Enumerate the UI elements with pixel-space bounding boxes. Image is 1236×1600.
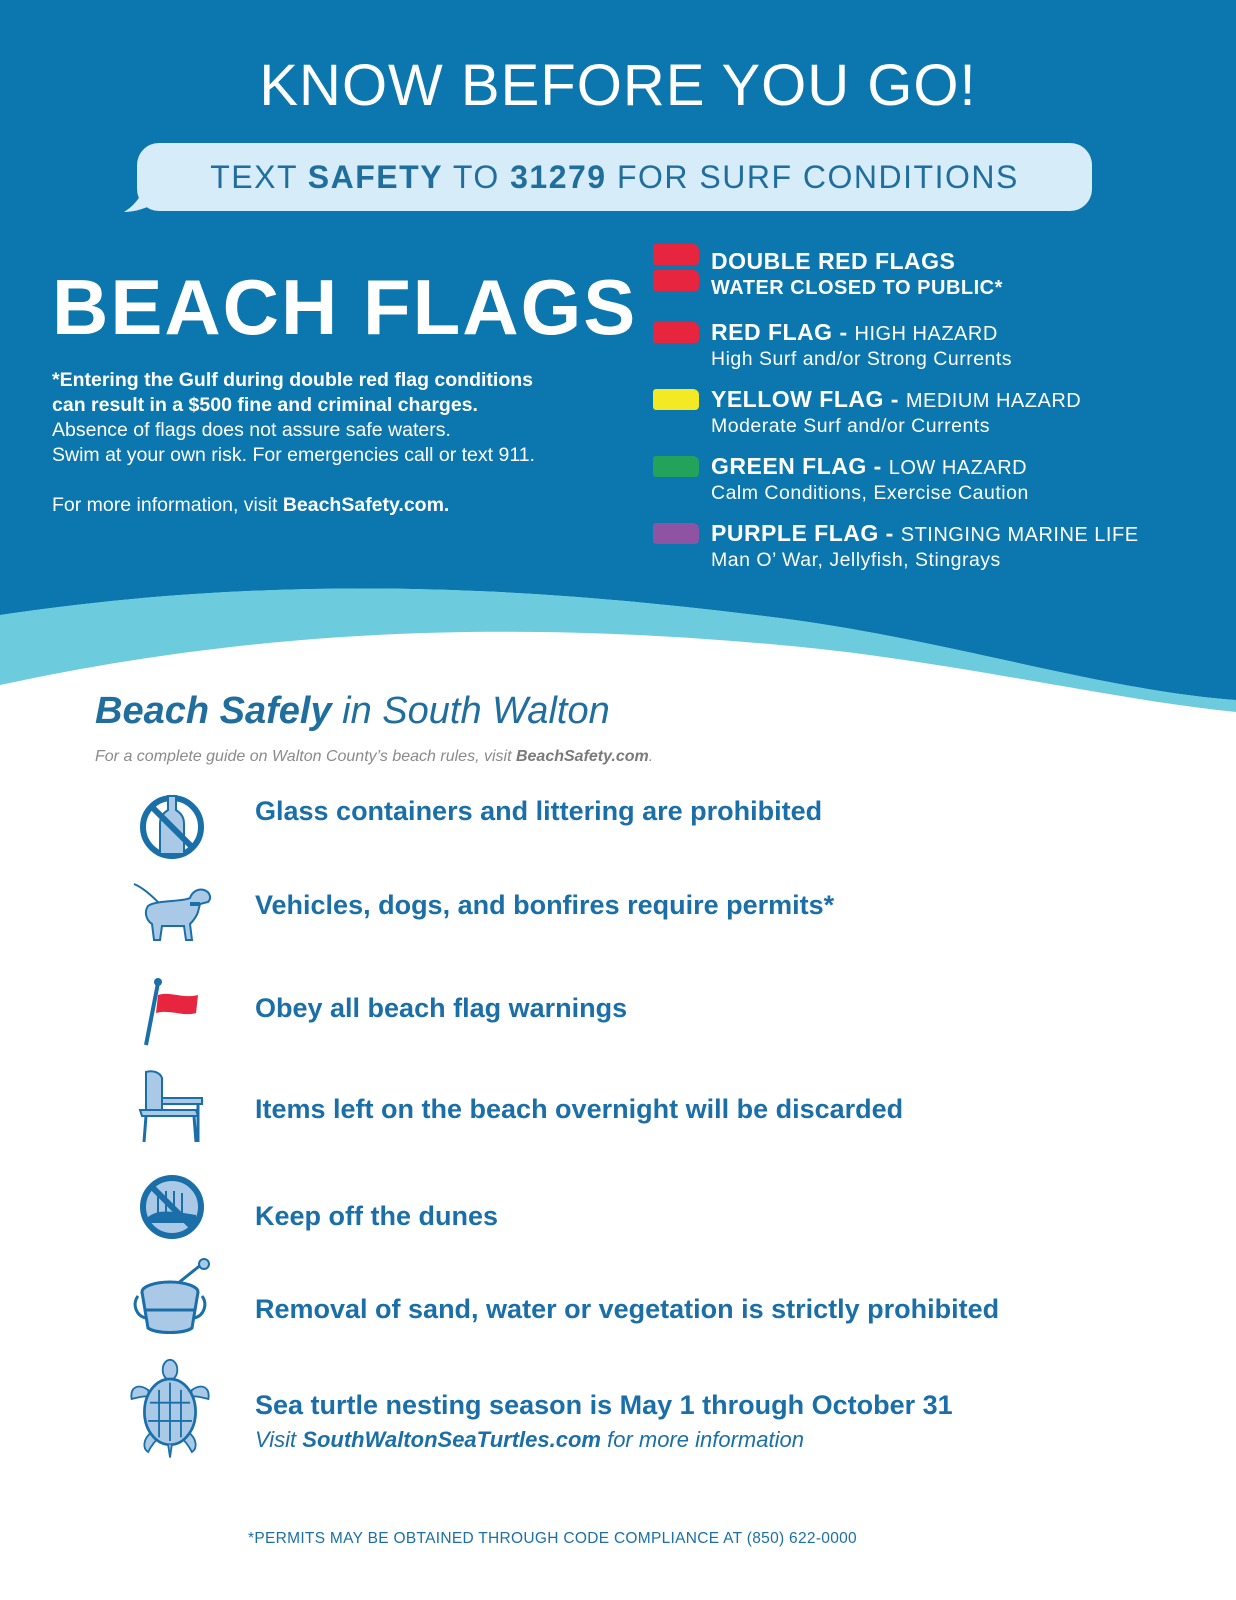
beach-safety-link[interactable]: BeachSafety.com. bbox=[282, 494, 450, 516]
page-headline: KNOW BEFORE YOU GO! bbox=[259, 53, 977, 118]
note-line-4: Swim at your own risk. For emergencies call or text 911. bbox=[52, 444, 535, 466]
rule-item bbox=[0, 1352, 1236, 1472]
beach-safety-link[interactable]: BeachSafety.com bbox=[515, 748, 649, 765]
flag-description: High Surf and/or Strong Currents bbox=[711, 348, 1013, 370]
rule-text: Removal of sand, water or vegetation is strictly prohibited bbox=[255, 1294, 1000, 1324]
banner-keyword: SAFETY bbox=[307, 159, 444, 195]
flag-name: GREEN FLAG - LOW HAZARD bbox=[711, 453, 1028, 479]
beach-chair-icon bbox=[132, 1068, 216, 1144]
more-info bbox=[52, 494, 449, 517]
text-safety-banner bbox=[137, 143, 1092, 211]
sand-bucket-icon bbox=[132, 1258, 216, 1338]
rule-text: Keep off the dunes bbox=[255, 1201, 499, 1231]
flag-description: WATER CLOSED TO PUBLIC* bbox=[711, 277, 1003, 299]
safety-title: Beach Safely in South Walton bbox=[95, 690, 610, 732]
red-flag-icon bbox=[653, 322, 699, 343]
red-flag-icon bbox=[653, 270, 699, 291]
rule-item bbox=[0, 1068, 1236, 1148]
flag-row-yellow bbox=[653, 386, 1213, 453]
flag-name: RED FLAG - HIGH HAZARD bbox=[711, 319, 998, 345]
flag-name: PURPLE FLAG - STINGING MARINE LIFE bbox=[711, 520, 1139, 546]
note-line-1: *Entering the Gulf during double red flag conditions bbox=[52, 369, 533, 391]
rule-text: Glass containers and littering are prohibited bbox=[255, 796, 823, 826]
rule-item bbox=[0, 878, 1236, 958]
permits-footnote: *PERMITS MAY BE OBTAINED THROUGH CODE COMPLIANCE AT (850) 622-0000 bbox=[248, 1530, 857, 1547]
flag-row-purple bbox=[653, 520, 1213, 587]
flag-row-double-red bbox=[653, 248, 1213, 315]
flag-description: Man O’ War, Jellyfish, Stingrays bbox=[711, 549, 1001, 571]
rule-text: Items left on the beach overnight will be discarded bbox=[255, 1094, 904, 1124]
rule-text: Obey all beach flag warnings bbox=[255, 993, 628, 1023]
red-flag-icon bbox=[653, 244, 699, 265]
rule-item bbox=[0, 790, 1236, 870]
flag-row-red bbox=[653, 319, 1213, 386]
no-dunes-icon bbox=[132, 1173, 216, 1243]
rule-item bbox=[0, 975, 1236, 1055]
rule-text: Sea turtle nesting season is May 1 through October 31 bbox=[255, 1390, 953, 1420]
green-flag-icon bbox=[653, 456, 699, 477]
flag-row-green bbox=[653, 453, 1213, 520]
note-line-3: Absence of flags does not assure safe waters. bbox=[52, 419, 451, 441]
flag-name: YELLOW FLAG - MEDIUM HAZARD bbox=[711, 386, 1082, 412]
yellow-flag-icon bbox=[653, 389, 699, 410]
flag-description: Moderate Surf and/or Currents bbox=[711, 415, 990, 437]
rule-item bbox=[0, 1173, 1236, 1253]
note-line-2: can result in a $500 fine and criminal charges. bbox=[52, 394, 478, 416]
banner-number: 31279 bbox=[510, 159, 607, 195]
beach-flags-note bbox=[52, 368, 652, 468]
flag-name: DOUBLE RED FLAGS bbox=[711, 248, 956, 274]
rule-subtext: Visit SouthWaltonSeaTurtles.com for more information bbox=[255, 1427, 804, 1452]
dog-on-leash-icon bbox=[132, 878, 216, 948]
no-glass-bottle-icon bbox=[132, 790, 216, 864]
more-info-prefix: For more information, visit bbox=[52, 494, 283, 516]
rule-item bbox=[0, 1258, 1236, 1348]
purple-flag-icon bbox=[653, 523, 699, 544]
beach-flag-icon bbox=[132, 975, 216, 1047]
sea-turtle-icon bbox=[128, 1352, 212, 1468]
sea-turtles-link[interactable]: SouthWaltonSeaTurtles.com bbox=[302, 1427, 601, 1452]
rule-text: Vehicles, dogs, and bonfires require permits* bbox=[255, 890, 835, 920]
banner-text-2: TO bbox=[443, 159, 511, 195]
flag-legend bbox=[653, 248, 1213, 587]
beach-flags-title: BEACH FLAGS bbox=[52, 263, 638, 351]
flag-description: Calm Conditions, Exercise Caution bbox=[711, 482, 1029, 504]
banner-text-3: FOR SURF CONDITIONS bbox=[606, 159, 1019, 195]
banner-text-1: TEXT bbox=[210, 159, 308, 195]
safety-subtitle: For a complete guide on Walton County’s beach rules, visit BeachSafety.com. bbox=[95, 748, 654, 765]
